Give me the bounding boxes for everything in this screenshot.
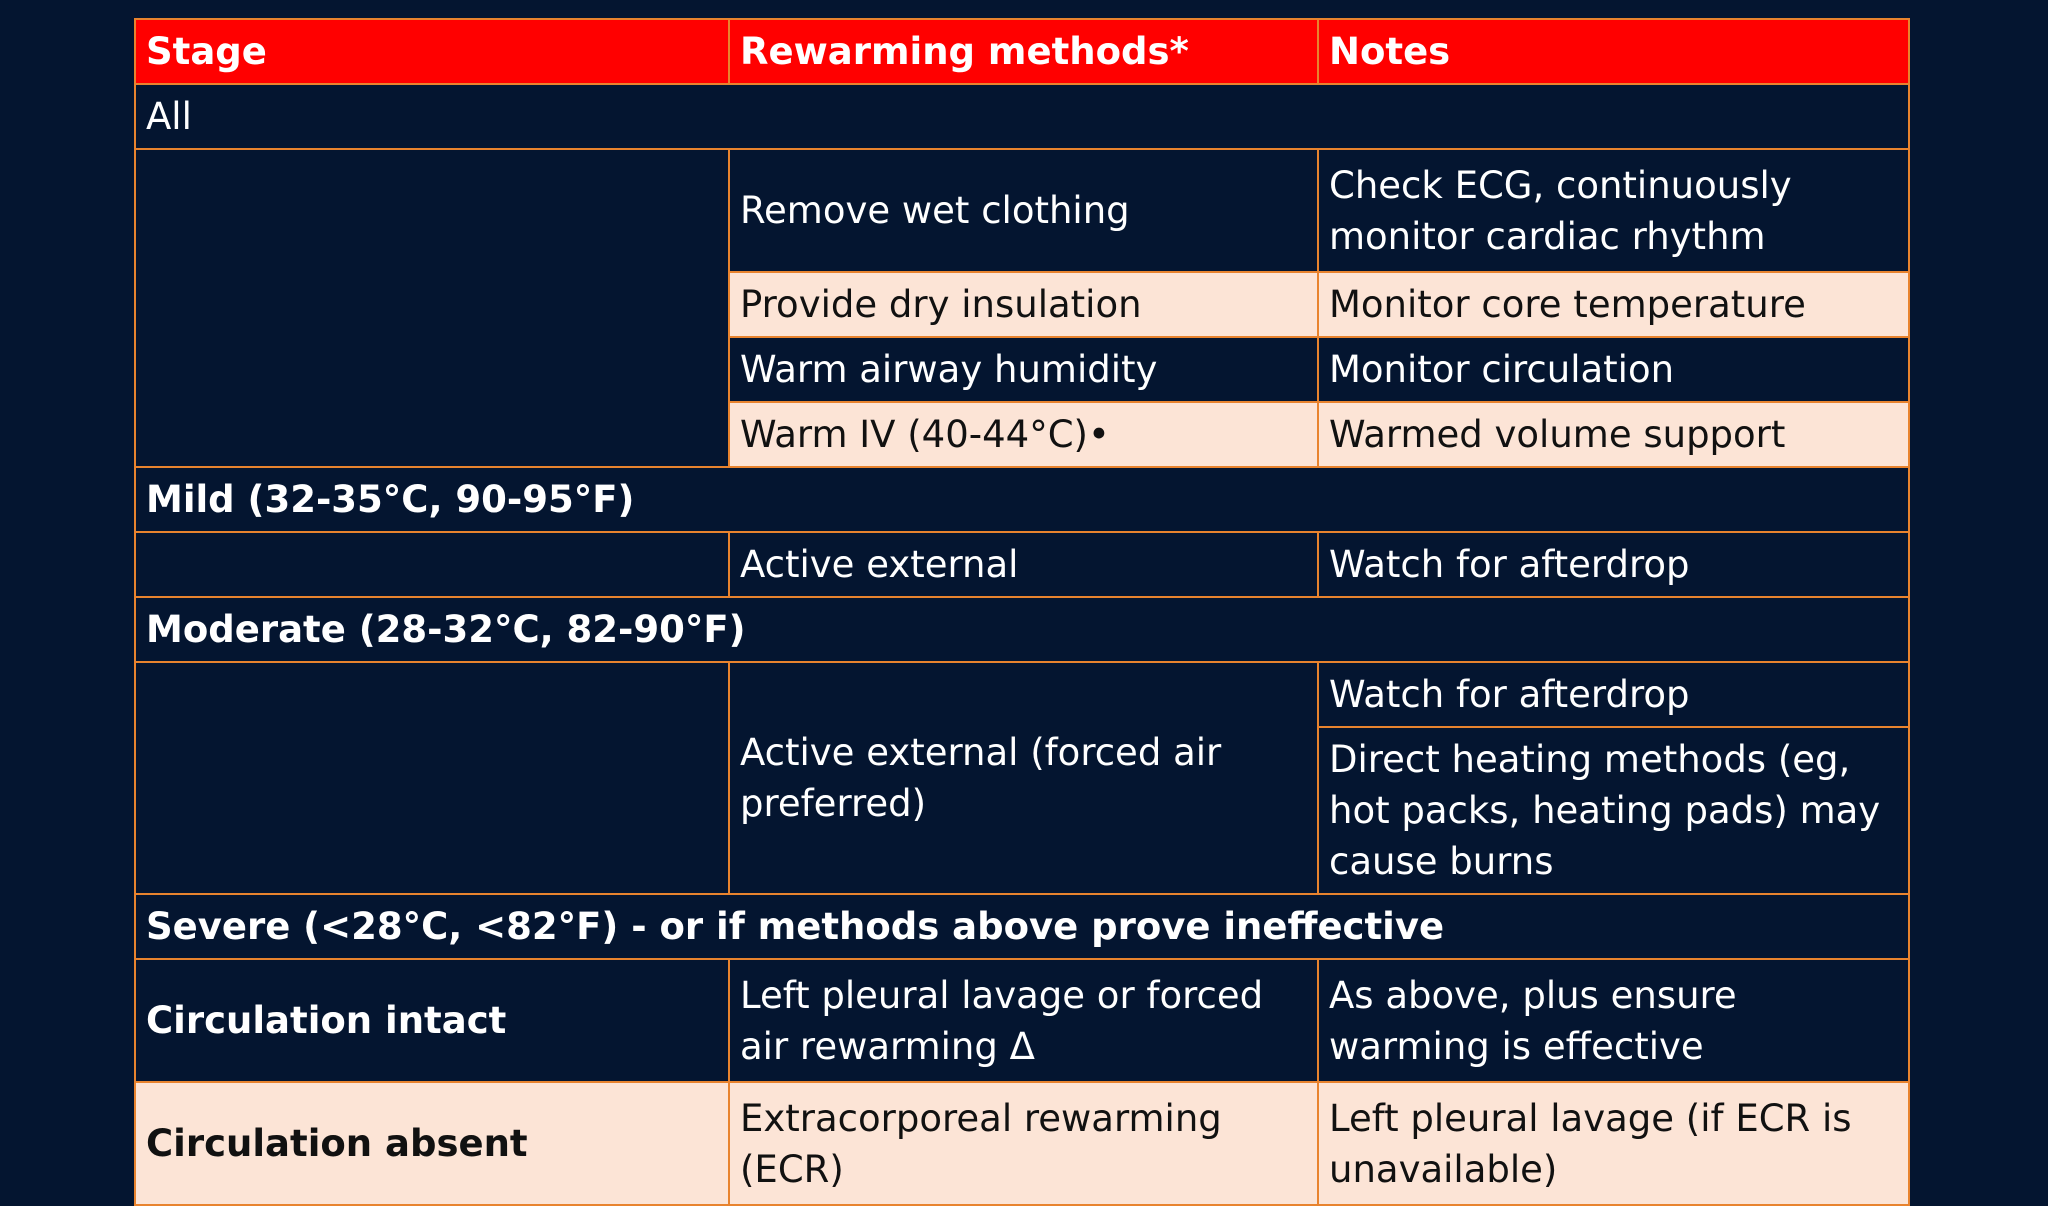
table-header-row	[135, 19, 1909, 84]
section-severe-label: Severe (<28°C, <82°F) - or if methods above prove ineffective	[135, 894, 1909, 959]
stage-cell-empty	[135, 662, 729, 894]
note-cell: Watch for afterdrop	[1318, 662, 1909, 727]
table-row	[135, 959, 1909, 1082]
note-cell: Warmed volume support	[1318, 402, 1909, 467]
rewarming-table	[134, 18, 1910, 1206]
table-row	[135, 1082, 1909, 1205]
stage-cell: Circulation intact	[135, 959, 729, 1082]
note-cell: Monitor core temperature	[1318, 272, 1909, 337]
section-row-mild	[135, 467, 1909, 532]
note-cell: As above, plus ensure warming is effective	[1318, 959, 1909, 1082]
stage-cell-empty	[135, 149, 729, 467]
method-cell: Remove wet clothing	[729, 149, 1318, 272]
header-stage: Stage	[135, 19, 729, 84]
method-cell: Left pleural lavage or forced air rewarming Δ	[729, 959, 1318, 1082]
section-row-all	[135, 84, 1909, 149]
note-cell: Monitor circulation	[1318, 337, 1909, 402]
method-cell: Active external (forced air preferred)	[729, 662, 1318, 894]
note-cell: Check ECG, continuously monitor cardiac rhythm	[1318, 149, 1909, 272]
section-all-label: All	[135, 84, 1909, 149]
section-mild-label: Mild (32-35°C, 90-95°F)	[135, 467, 1909, 532]
table-row	[135, 149, 1909, 272]
section-row-moderate	[135, 597, 1909, 662]
table-row	[135, 532, 1909, 597]
section-moderate-label: Moderate (28-32°C, 82-90°F)	[135, 597, 1909, 662]
header-rewarming-methods: Rewarming methods*	[729, 19, 1318, 84]
method-cell: Warm IV (40-44°C)•	[729, 402, 1318, 467]
method-cell: Provide dry insulation	[729, 272, 1318, 337]
table-row	[135, 662, 1909, 727]
note-cell: Direct heating methods (eg, hot packs, heating pads) may cause burns	[1318, 727, 1909, 894]
method-cell: Extracorporeal rewarming (ECR)	[729, 1082, 1318, 1205]
note-cell: Left pleural lavage (if ECR is unavailable)	[1318, 1082, 1909, 1205]
method-cell: Active external	[729, 532, 1318, 597]
stage-cell: Circulation absent	[135, 1082, 729, 1205]
method-cell: Warm airway humidity	[729, 337, 1318, 402]
section-row-severe	[135, 894, 1909, 959]
stage-cell-empty	[135, 532, 729, 597]
note-cell: Watch for afterdrop	[1318, 532, 1909, 597]
header-notes: Notes	[1318, 19, 1909, 84]
